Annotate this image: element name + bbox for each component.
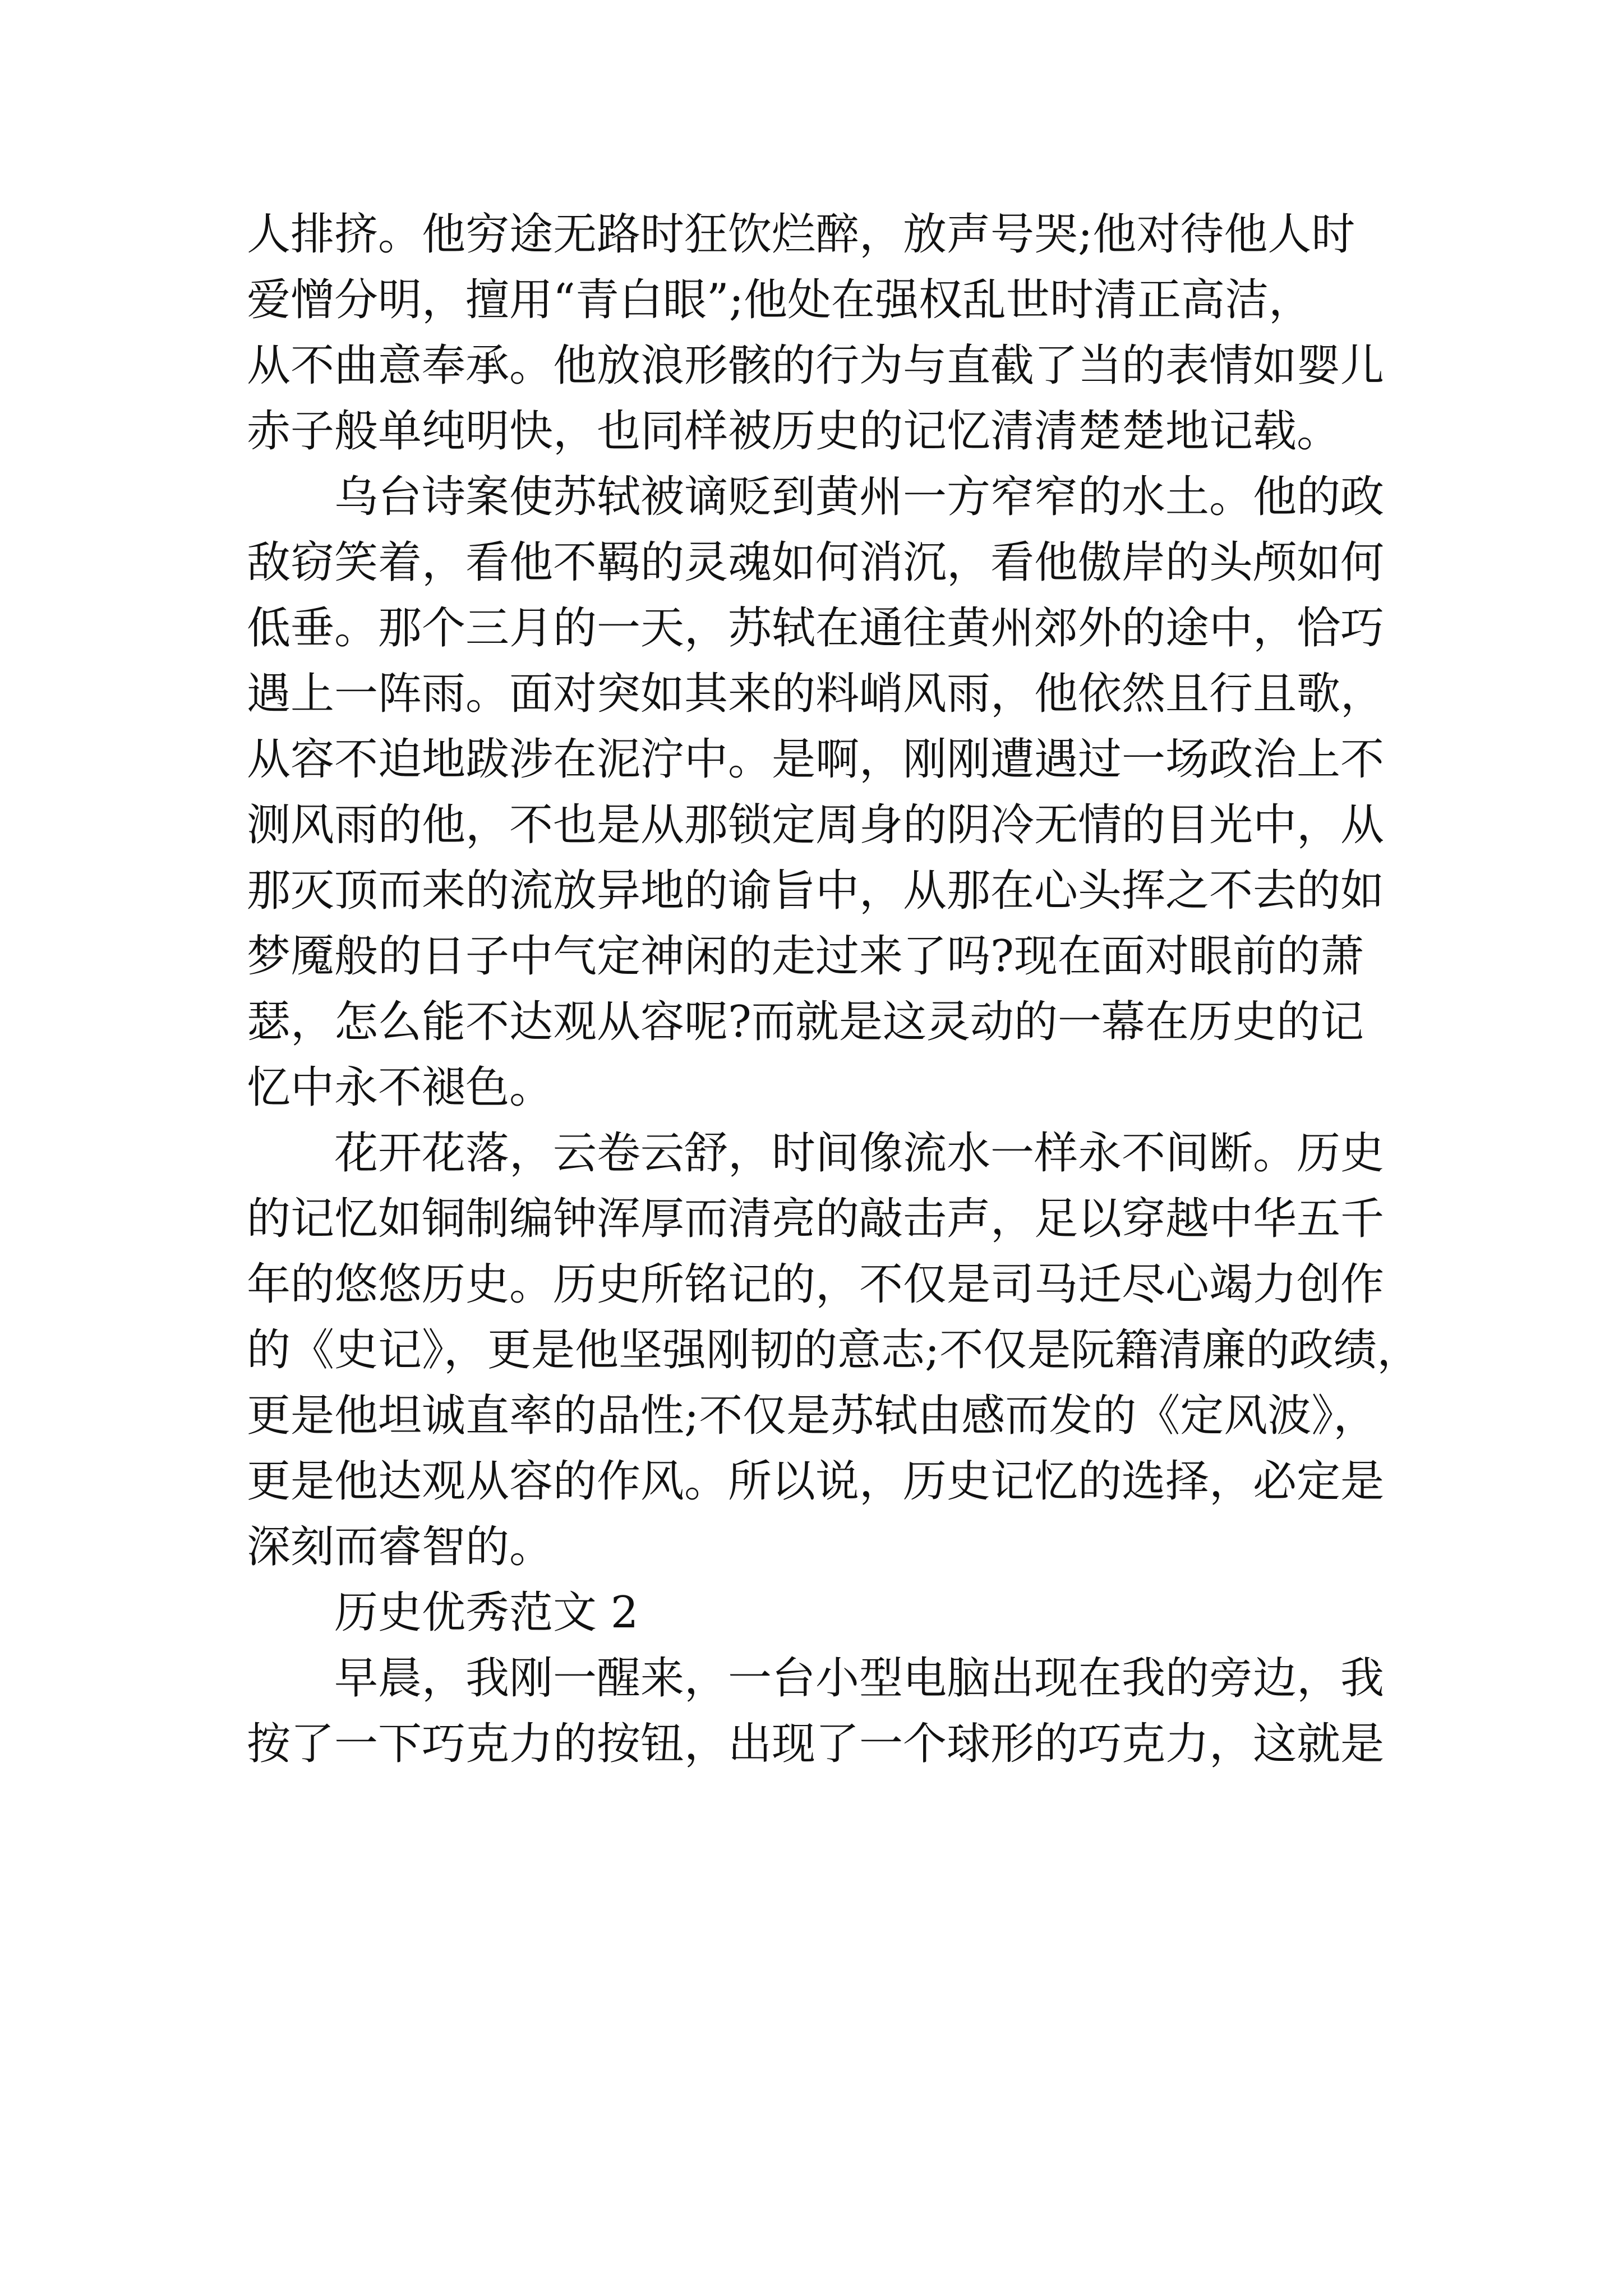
text-line: 按了一下巧克力的按钮，出现了一个球形的巧克力，这就是: [247, 1719, 1385, 1769]
text-line: 的记忆如铜制编钟浑厚而清亮的敲击声，足以穿越中华五千: [247, 1194, 1385, 1244]
text-line: 测风雨的他，不也是从那锁定周身的阴冷无情的目光中，从: [247, 800, 1385, 850]
text-line: 那灭顶而来的流放异地的谕旨中，从那在心头挥之不去的如: [247, 866, 1385, 916]
text-line: 瑟，怎么能不达观从容呢?而就是这灵动的一幕在历史的记: [247, 997, 1364, 1047]
document-body: [247, 202, 1421, 1777]
text-line: 赤子般单纯明快，也同样被历史的记忆清清楚楚地记载。: [247, 406, 1341, 457]
paragraph-1: [247, 202, 1385, 464]
text-line: 忆中永不褪色。: [247, 1062, 554, 1113]
text-line: 的《史记》，更是他坚强刚韧的意志;不仅是阮籍清廉的政绩，: [247, 1325, 1421, 1375]
heading-line: 历史优秀范文 2: [247, 1588, 639, 1638]
text-line: 更是他坦诚直率的品性;不仅是苏轼由感而发的《定风波》，: [247, 1391, 1377, 1441]
text-line: 年的悠悠历史。历史所铭记的，不仅是司马迁尽心竭力创作: [247, 1259, 1385, 1310]
text-line: 从不曲意奉承。他放浪形骸的行为与直截了当的表情如婴儿: [247, 341, 1385, 391]
text-line: 遇上一阵雨。面对突如其来的料峭风雨，他依然且行且歌，: [247, 669, 1385, 719]
text-line: 早晨，我刚一醒来，一台小型电脑出现在我的旁边，我: [247, 1653, 1385, 1704]
text-line: 人排挤。他穷途无路时狂饮烂醉，放声号哭;他对待他人时: [247, 209, 1355, 260]
text-line: 从容不迫地跋涉在泥泞中。是啊，刚刚遭遇过一场政治上不: [247, 734, 1385, 785]
paragraph-4: [247, 1646, 1385, 1777]
section-heading: [247, 1580, 1385, 1646]
text-line: 乌台诗案使苏轼被谪贬到黄州一方窄窄的水土。他的政: [247, 472, 1385, 522]
text-line: 低垂。那个三月的一天，苏轼在通往黄州郊外的途中，恰巧: [247, 603, 1385, 654]
paragraph-2: [247, 464, 1385, 1121]
text-line: 爱憎分明，擅用“青白眼”;他处在强权乱世时清正高洁，: [247, 275, 1313, 325]
paragraph-3: [247, 1121, 1421, 1580]
text-line: 敌窃笑着，看他不羁的灵魂如何消沉，看他傲岸的头颅如何: [247, 537, 1385, 588]
text-line: 深刻而睿智的。: [247, 1522, 554, 1572]
text-line: 梦魇般的日子中气定神闲的走过来了吗?现在面对眼前的萧: [247, 931, 1364, 982]
text-line: 花开花落，云卷云舒，时间像流水一样永不间断。历史: [247, 1128, 1385, 1179]
text-line: 更是他达观从容的作风。所以说，历史记忆的选择，必定是: [247, 1456, 1385, 1507]
